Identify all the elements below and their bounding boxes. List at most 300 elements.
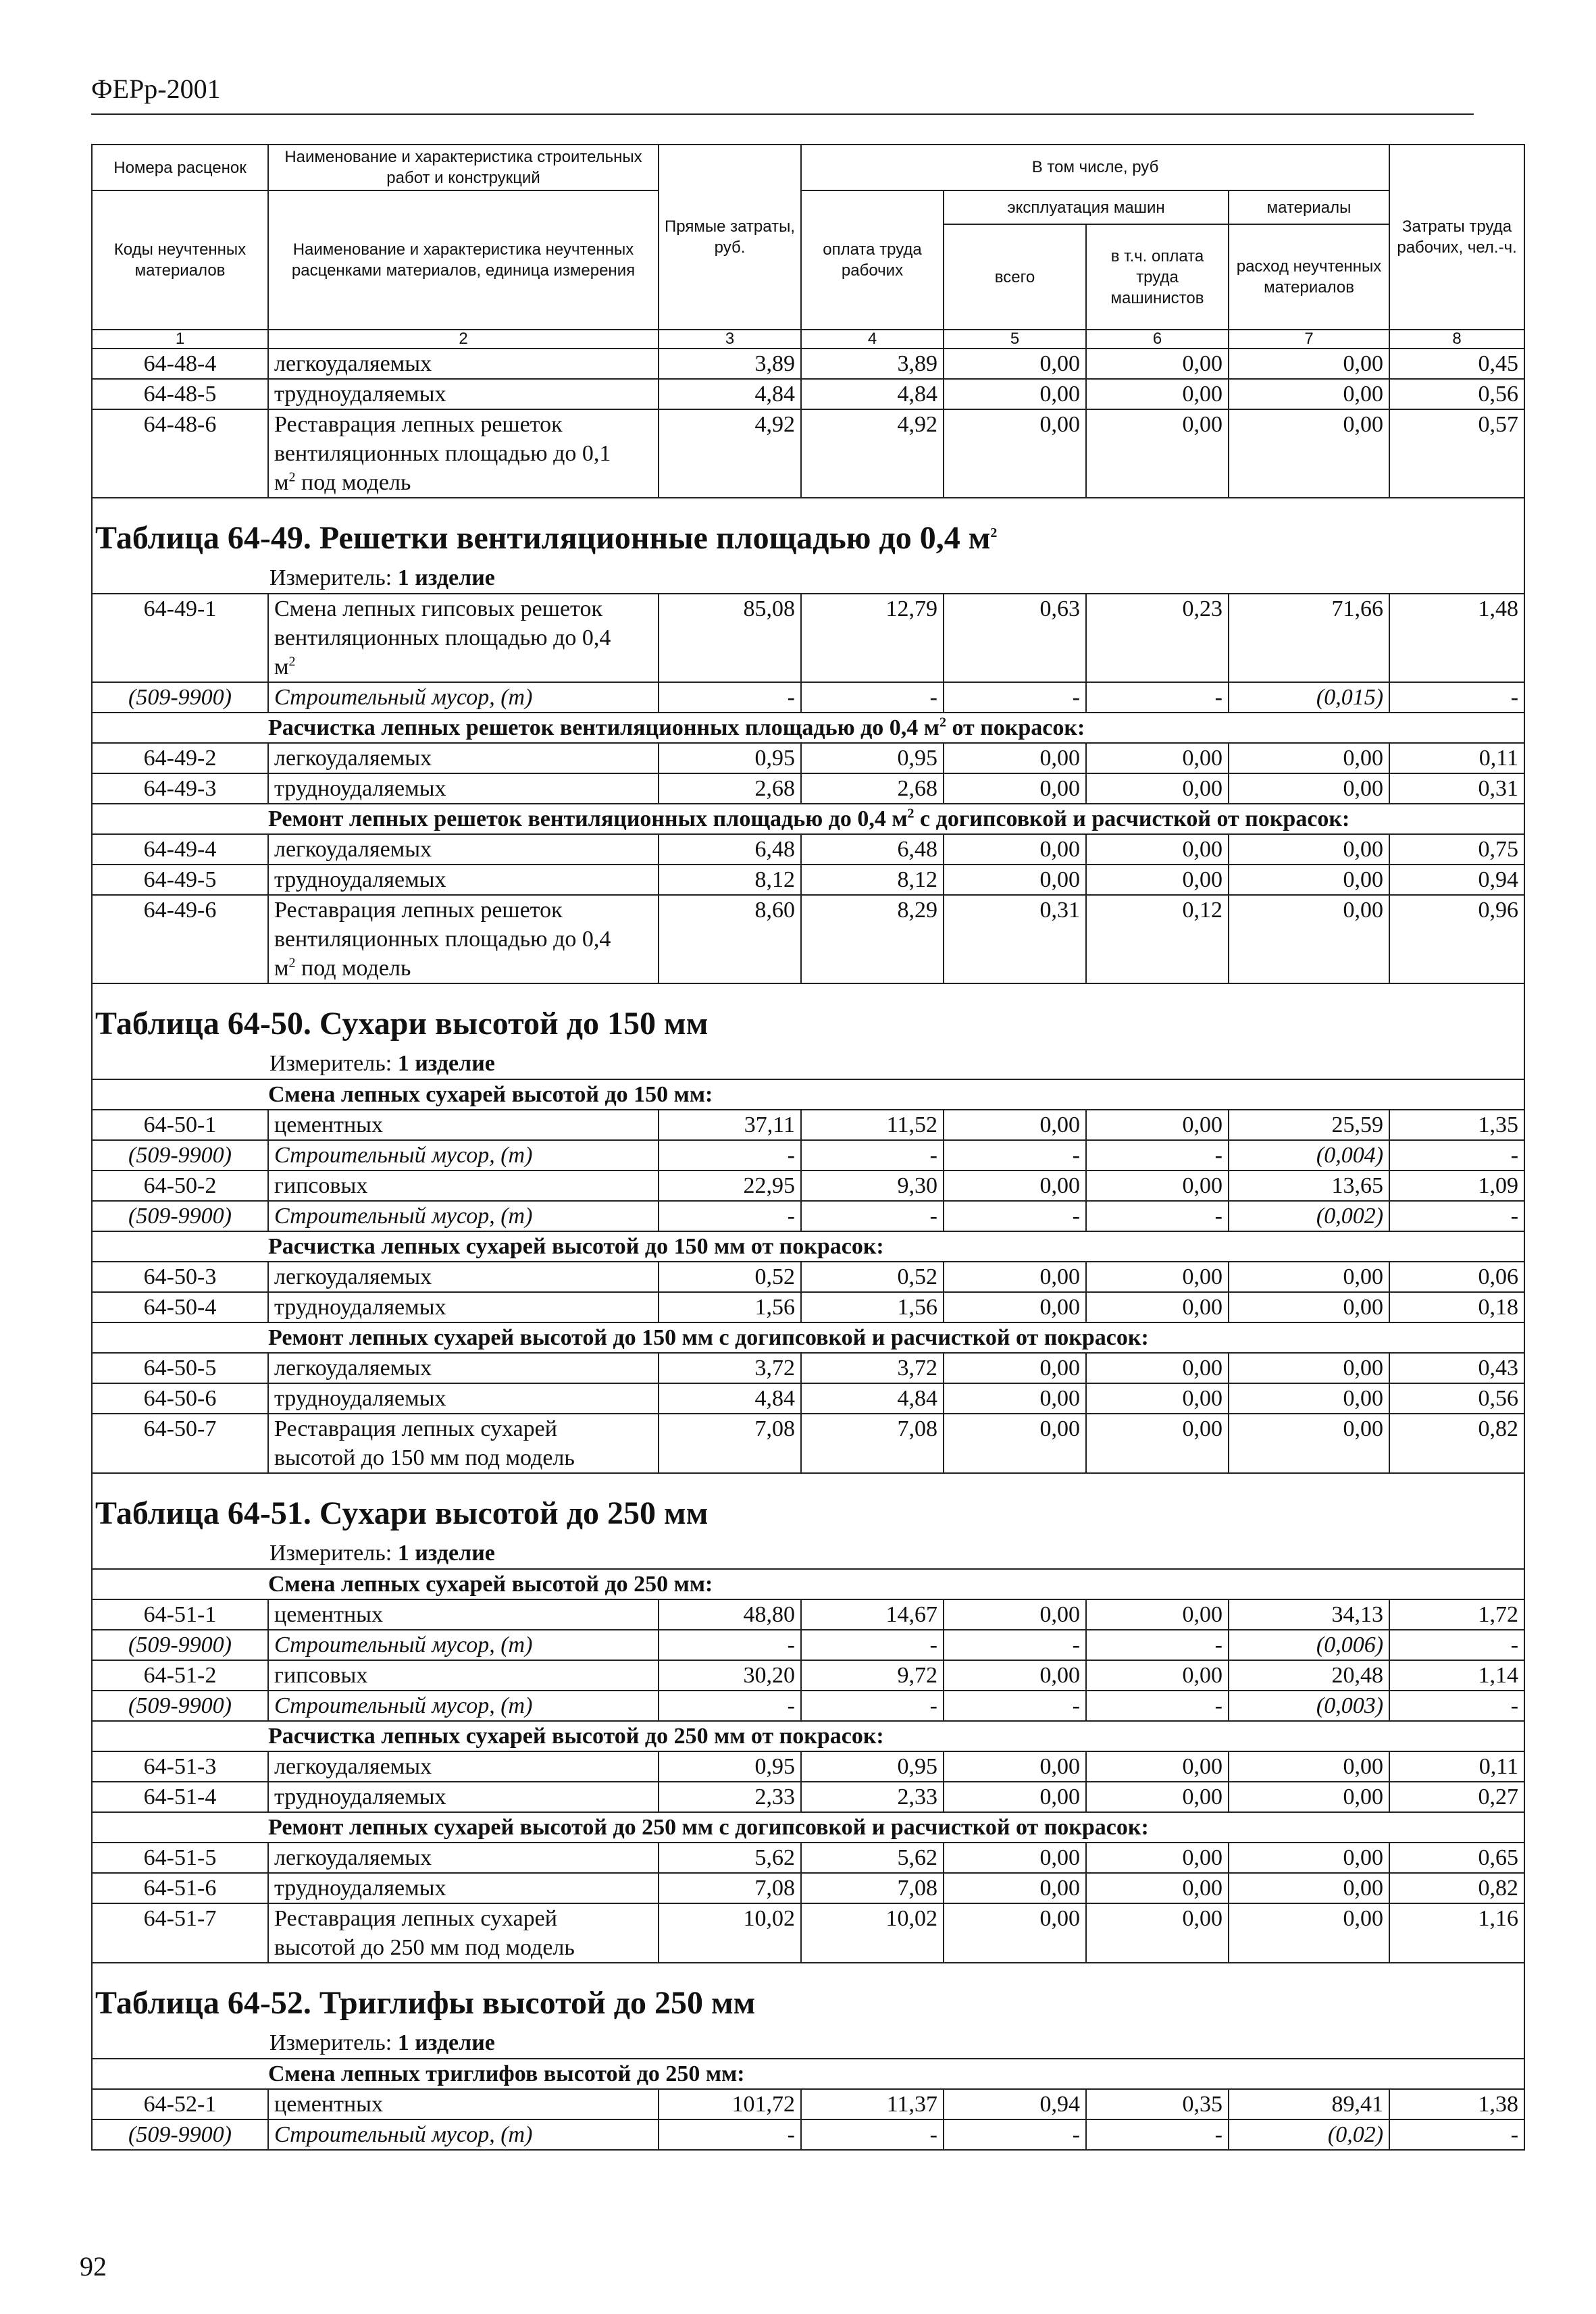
material-name: Строительный мусор, (т) [268,2119,659,2150]
cell-machines-op: - [1086,2119,1229,2150]
meter-row [92,563,1524,594]
rate-name: трудноудаляемых [268,379,659,409]
cell-materials: (0,015) [1229,682,1389,713]
cell-materials: (0,006) [1229,1630,1389,1660]
rate-name [268,409,659,498]
col-codes-bottom: Коды неучтенных материалов [92,190,268,330]
cell-direct: 2,68 [659,773,801,804]
cell-machines-op: 0,00 [1086,1292,1229,1322]
material-row [92,1140,1524,1171]
section-row [92,713,1524,743]
cell-direct: - [659,682,801,713]
cell-materials: 20,48 [1229,1660,1389,1691]
cell-labor-cost: 0,27 [1389,1782,1524,1812]
meter-value: 1 изделие [397,565,495,590]
cell-labor-pay: 3,89 [801,349,944,379]
meter-row [92,1539,1524,1569]
col-num: 6 [1086,330,1229,349]
cell-machines-total: 0,00 [944,773,1086,804]
cell-machines-op: - [1086,1140,1229,1171]
rate-code: 64-50-1 [92,1110,268,1140]
cell-machines-op: 0,00 [1086,1383,1229,1414]
material-code: (509-9900) [92,1201,268,1231]
table-row [92,1414,1524,1473]
rate-code: 64-50-6 [92,1383,268,1414]
rate-name-line: Реставрация лепных решеток [274,412,563,437]
cell-labor-cost: 0,45 [1389,349,1524,379]
cell-labor-pay: 1,56 [801,1292,944,1322]
cell-machines-op: 0,00 [1086,409,1229,498]
cell-materials: 0,00 [1229,1414,1389,1473]
cell-machines-op: 0,00 [1086,1262,1229,1292]
cell-machines-op: 0,00 [1086,1353,1229,1383]
cell-labor-pay: - [801,1691,944,1721]
cell-machines-op: 0,12 [1086,895,1229,983]
cell-direct: - [659,1201,801,1231]
rate-name: гипсовых [268,1660,659,1691]
cell-direct: 30,20 [659,1660,801,1691]
col-num: 7 [1229,330,1389,349]
meter-value: 1 изделие [397,2030,495,2055]
rate-name: трудноудаляемых [268,1383,659,1414]
rate-name: легкоудаляемых [268,743,659,773]
section-heading: Ремонт лепных сухарей высотой до 250 мм с догипсовкой и расчисткой от покрасок: [92,1812,1524,1843]
cell-labor-pay: 11,37 [801,2089,944,2119]
cell-machines-op: - [1086,682,1229,713]
col-materials-use: расход неучтенных материалов [1229,224,1389,330]
rate-code: 64-51-5 [92,1843,268,1873]
meter-value: 1 изделие [397,1051,495,1076]
cell-direct: 3,89 [659,349,801,379]
cell-labor-cost: - [1389,682,1524,713]
section-heading: Смена лепных сухарей высотой до 250 мм: [92,1569,1524,1599]
rate-name: легкоудаляемых [268,349,659,379]
cell-direct: - [659,2119,801,2150]
cell-labor-cost: - [1389,2119,1524,2150]
table-row [92,773,1524,804]
cell-direct: - [659,1691,801,1721]
cell-materials: 0,00 [1229,895,1389,983]
material-row [92,2119,1524,2150]
superscript: 2 [288,654,296,669]
rate-name: цементных [268,2089,659,2119]
cell-direct: 7,08 [659,1873,801,1903]
cell-labor-cost: - [1389,1140,1524,1171]
cell-direct: - [659,1630,801,1660]
cell-materials: 0,00 [1229,865,1389,895]
cell-materials: (0,02) [1229,2119,1389,2150]
cell-machines-op: 0,00 [1086,1873,1229,1903]
rates-table [91,144,1525,2151]
cell-machines-op: 0,00 [1086,1843,1229,1873]
rate-code: 64-49-6 [92,895,268,983]
cell-labor-pay: 4,84 [801,1383,944,1414]
cell-machines-total: 0,00 [944,1414,1086,1473]
rate-name: Реставрация лепных сухарей высотой до 250 мм под модель [268,1903,659,1963]
cell-direct: 8,60 [659,895,801,983]
cell-machines-total: 0,00 [944,1383,1086,1414]
cell-machines-op: 0,00 [1086,1414,1229,1473]
col-machines-total: всего [944,224,1086,330]
table-title: Таблица 64-50. Сухари высотой до 150 мм [92,983,1524,1049]
table-row [92,1353,1524,1383]
cell-machines-total: 0,00 [944,1353,1086,1383]
cell-labor-pay: 7,08 [801,1414,944,1473]
section-row [92,1569,1524,1599]
table-row [92,1660,1524,1691]
cell-machines-total: 0,00 [944,1599,1086,1630]
cell-direct: 6,48 [659,834,801,865]
cell-machines-total: - [944,682,1086,713]
rate-name: легкоудаляемых [268,1751,659,1782]
cell-materials: (0,004) [1229,1140,1389,1171]
rate-code: 64-50-3 [92,1262,268,1292]
rate-name: трудноудаляемых [268,773,659,804]
section-row [92,1231,1524,1262]
rate-code: 64-48-4 [92,349,268,379]
rate-name: трудноудаляемых [268,865,659,895]
table-row [92,1262,1524,1292]
rate-code: 64-49-5 [92,865,268,895]
rate-name: легкоудаляемых [268,1353,659,1383]
material-code: (509-9900) [92,682,268,713]
cell-direct: 3,72 [659,1353,801,1383]
cell-labor-pay: 9,30 [801,1171,944,1201]
cell-labor-cost: 0,82 [1389,1414,1524,1473]
cell-machines-total: - [944,1140,1086,1171]
section-heading: Расчистка лепных сухарей высотой до 150 мм от покрасок: [92,1231,1524,1262]
cell-materials: 0,00 [1229,1903,1389,1963]
rate-code: 64-49-2 [92,743,268,773]
cell-labor-pay: 0,95 [801,743,944,773]
cell-direct: 1,56 [659,1292,801,1322]
cell-machines-total: 0,00 [944,379,1086,409]
meter-label: Измеритель: [269,565,392,590]
rate-code: 64-51-4 [92,1782,268,1812]
table-row [92,1110,1524,1140]
rate-name: легкоудаляемых [268,1262,659,1292]
table-title: Таблица 64-52. Триглифы высотой до 250 мм [92,1963,1524,2028]
cell-machines-op: - [1086,1691,1229,1721]
cell-direct: 7,08 [659,1414,801,1473]
cell-machines-total: 0,00 [944,1751,1086,1782]
rate-code: 64-50-2 [92,1171,268,1201]
cell-machines-total: - [944,1201,1086,1231]
material-code: (509-9900) [92,2119,268,2150]
section-row [92,1079,1524,1110]
table-row [92,1383,1524,1414]
cell-labor-pay: 7,08 [801,1873,944,1903]
meter [92,2028,1524,2059]
cell-direct: 22,95 [659,1171,801,1201]
cell-labor-cost: 0,06 [1389,1262,1524,1292]
cell-labor-cost: 0,11 [1389,743,1524,773]
cell-direct: 4,84 [659,379,801,409]
cell-labor-cost: 0,65 [1389,1843,1524,1873]
cell-machines-total: 0,63 [944,594,1086,682]
cell-labor-cost: - [1389,1691,1524,1721]
rate-code: 64-48-5 [92,379,268,409]
rate-name: Смена лепных гипсовых решеток вентиляционных площадью до 0,4 $м^2$ [268,594,659,682]
cell-labor-pay: 8,29 [801,895,944,983]
rate-name: гипсовых [268,1171,659,1201]
cell-machines-op: 0,00 [1086,1903,1229,1963]
table-row [92,865,1524,895]
rate-name: легкоудаляемых [268,1843,659,1873]
cell-direct: 0,52 [659,1262,801,1292]
cell-machines-total: 0,00 [944,1873,1086,1903]
col-name-bottom: Наименование и характеристика неучтенных расценками материалов, единица измерения [268,190,659,330]
rate-name: трудноудаляемых [268,1292,659,1322]
cell-machines-total: - [944,1630,1086,1660]
section-row [92,1322,1524,1353]
material-name: Строительный мусор, (т) [268,1201,659,1231]
col-codes-top: Номера расценок [92,145,268,190]
meter-row [92,2028,1524,2059]
cell-machines-op: 0,00 [1086,1660,1229,1691]
table-row [92,349,1524,379]
cell-materials: 89,41 [1229,2089,1389,2119]
rate-name: цементных [268,1110,659,1140]
cell-direct: 5,62 [659,1843,801,1873]
rate-code: 64-51-6 [92,1873,268,1903]
cell-materials: 0,00 [1229,1782,1389,1812]
material-name: Строительный мусор, (т) [268,1691,659,1721]
table-row [92,1171,1524,1201]
cell-machines-total: 0,00 [944,1262,1086,1292]
cell-machines-total: 0,00 [944,865,1086,895]
cell-direct: 2,33 [659,1782,801,1812]
cell-materials: (0,002) [1229,1201,1389,1231]
section-heading: Расчистка лепных сухарей высотой до 250 мм от покрасок: [92,1721,1524,1751]
cell-machines-op: 0,00 [1086,773,1229,804]
cell-materials: 0,00 [1229,349,1389,379]
cell-direct: 101,72 [659,2089,801,2119]
cell-labor-pay: 4,84 [801,379,944,409]
cell-machines-total: 0,00 [944,1110,1086,1140]
cell-machines-op: - [1086,1201,1229,1231]
superscript: 2 [939,715,946,730]
cell-machines-op: 0,00 [1086,379,1229,409]
superscript: 2 [288,955,296,971]
cell-machines-total: 0,94 [944,2089,1086,2119]
cell-labor-pay: 11,52 [801,1110,944,1140]
cell-labor-cost: 0,96 [1389,895,1524,983]
col-num: 4 [801,330,944,349]
rates-document [91,144,1524,2151]
section-heading: Смена лепных триглифов высотой до 250 мм: [92,2059,1524,2089]
rate-code: 64-49-3 [92,773,268,804]
superscript: 2 [288,469,296,485]
cell-materials: 0,00 [1229,743,1389,773]
cell-materials: 71,66 [1229,594,1389,682]
cell-labor-cost: 0,31 [1389,773,1524,804]
cell-machines-op: 0,00 [1086,1751,1229,1782]
cell-materials: 13,65 [1229,1171,1389,1201]
cell-materials: 0,00 [1229,1262,1389,1292]
table-row [92,743,1524,773]
cell-direct: 0,95 [659,743,801,773]
rate-name: Реставрация лепных сухарей высотой до 150 мм под модель [268,1414,659,1473]
table-row [92,1782,1524,1812]
cell-machines-op: 0,00 [1086,743,1229,773]
cell-direct: - [659,1140,801,1171]
cell-labor-pay: - [801,1630,944,1660]
cell-labor-pay: - [801,1140,944,1171]
table-row [92,1843,1524,1873]
cell-direct: 4,84 [659,1383,801,1414]
column-number-row [92,330,1524,349]
cell-machines-total: 0,00 [944,349,1086,379]
section-row [92,1721,1524,1751]
cell-labor-pay: 2,33 [801,1782,944,1812]
cell-machines-total: 0,00 [944,1782,1086,1812]
table-title: Таблица 64-49. Решетки вентиляционные площадью до 0,4 $м^2$ [92,498,1524,563]
col-materials: материалы [1229,190,1389,224]
cell-labor-cost: 1,16 [1389,1903,1524,1963]
table-row [92,379,1524,409]
cell-materials: 0,00 [1229,1751,1389,1782]
cell-labor-pay: 4,92 [801,409,944,498]
meter-row [92,1049,1524,1079]
cell-labor-cost: 1,72 [1389,1599,1524,1630]
section-row [92,804,1524,834]
rate-code: 64-48-6 [92,409,268,498]
cell-machines-op: 0,35 [1086,2089,1229,2119]
col-machines: эксплуатация машин [944,190,1229,224]
material-row [92,1630,1524,1660]
col-num: 3 [659,330,801,349]
section-row [92,1812,1524,1843]
cell-machines-total: 0,00 [944,1903,1086,1963]
superscript: 2 [907,806,915,821]
material-code: (509-9900) [92,1140,268,1171]
col-machines-op: в т.ч. оплата труда машинистов [1086,224,1229,330]
col-num: 8 [1389,330,1524,349]
cell-materials: 0,00 [1229,1292,1389,1322]
cell-materials: 0,00 [1229,409,1389,498]
rate-code: 64-50-5 [92,1353,268,1383]
cell-machines-op: 0,00 [1086,349,1229,379]
cell-labor-pay: 6,48 [801,834,944,865]
rate-code: 64-51-1 [92,1599,268,1630]
meter-label: Измеритель: [269,1541,392,1566]
cell-labor-pay: 14,67 [801,1599,944,1630]
table-row [92,1292,1524,1322]
cell-labor-pay: 2,68 [801,773,944,804]
material-name: Строительный мусор, (т) [268,1630,659,1660]
cell-labor-pay: 0,95 [801,1751,944,1782]
material-row [92,1691,1524,1721]
table-title: Таблица 64-51. Сухари высотой до 250 мм [92,1473,1524,1539]
cell-labor-pay: 0,52 [801,1262,944,1292]
cell-machines-total: 0,00 [944,743,1086,773]
section-heading: Расчистка лепных решеток вентиляционных площадью до 0,4 $м^2$ от покрасок: [92,713,1524,743]
cell-labor-cost: 0,75 [1389,834,1524,865]
cell-direct: 0,95 [659,1751,801,1782]
table-row [92,1599,1524,1630]
rate-code: 64-50-7 [92,1414,268,1473]
cell-labor-cost: - [1389,1630,1524,1660]
page-header: ФЕРр-2001 [91,74,221,104]
cell-direct: 10,02 [659,1903,801,1963]
cell-machines-op: 0,00 [1086,834,1229,865]
table-row [92,895,1524,983]
header-row-1 [92,145,1524,190]
cell-materials: 0,00 [1229,834,1389,865]
table-title-row [92,498,1524,563]
col-num: 5 [944,330,1086,349]
rate-code: 64-51-2 [92,1660,268,1691]
material-name: Строительный мусор, (т) [268,682,659,713]
cell-materials: 0,00 [1229,379,1389,409]
cell-direct: 37,11 [659,1110,801,1140]
cell-labor-cost: 0,43 [1389,1353,1524,1383]
cell-labor-cost: 0,82 [1389,1873,1524,1903]
cell-machines-op: 0,00 [1086,1110,1229,1140]
table-row [92,1873,1524,1903]
table-row [92,594,1524,682]
cell-labor-cost: 0,57 [1389,409,1524,498]
cell-labor-cost: 1,48 [1389,594,1524,682]
table-row [92,409,1524,498]
cell-machines-op: 0,00 [1086,1782,1229,1812]
meter [92,1539,1524,1569]
material-code: (509-9900) [92,1691,268,1721]
cell-machines-op: 0,23 [1086,594,1229,682]
rate-code: 64-51-3 [92,1751,268,1782]
material-name: Строительный мусор, (т) [268,1140,659,1171]
meter [92,563,1524,594]
cell-machines-total: 0,00 [944,409,1086,498]
cell-materials: 0,00 [1229,773,1389,804]
header-row-2 [92,190,1524,224]
cell-materials: 0,00 [1229,1383,1389,1414]
section-heading: Смена лепных сухарей высотой до 150 мм: [92,1079,1524,1110]
cell-materials: 0,00 [1229,1353,1389,1383]
cell-labor-cost: 1,14 [1389,1660,1524,1691]
cell-labor-cost: 0,18 [1389,1292,1524,1322]
page-number: 92 [80,2251,107,2282]
cell-machines-total: 0,00 [944,1660,1086,1691]
col-labor-cost: Затраты труда рабочих, чел.-ч. [1389,145,1524,330]
cell-labor-pay: - [801,2119,944,2150]
cell-machines-op: 0,00 [1086,865,1229,895]
cell-labor-pay: 12,79 [801,594,944,682]
table-row [92,2089,1524,2119]
col-num: 2 [268,330,659,349]
cell-labor-cost: 0,56 [1389,379,1524,409]
cell-labor-cost: 0,94 [1389,865,1524,895]
rate-name: легкоудаляемых [268,834,659,865]
cell-labor-cost: 1,38 [1389,2089,1524,2119]
table-row [92,1903,1524,1963]
superscript: 2 [990,525,998,540]
cell-direct: 8,12 [659,865,801,895]
rate-name: цементных [268,1599,659,1630]
cell-machines-total: 0,00 [944,1843,1086,1873]
cell-machines-total: 0,00 [944,834,1086,865]
cell-machines-total: - [944,1691,1086,1721]
cell-machines-op: - [1086,1630,1229,1660]
meter-value: 1 изделие [397,1541,495,1566]
table-title-row [92,1963,1524,2028]
cell-materials: 0,00 [1229,1843,1389,1873]
cell-machines-total: 0,31 [944,895,1086,983]
rate-name: Реставрация лепных решеток вентиляционных площадью до 0,4 $м^2$ под модель [268,895,659,983]
cell-labor-cost: 0,56 [1389,1383,1524,1414]
rate-name: трудноудаляемых [268,1873,659,1903]
